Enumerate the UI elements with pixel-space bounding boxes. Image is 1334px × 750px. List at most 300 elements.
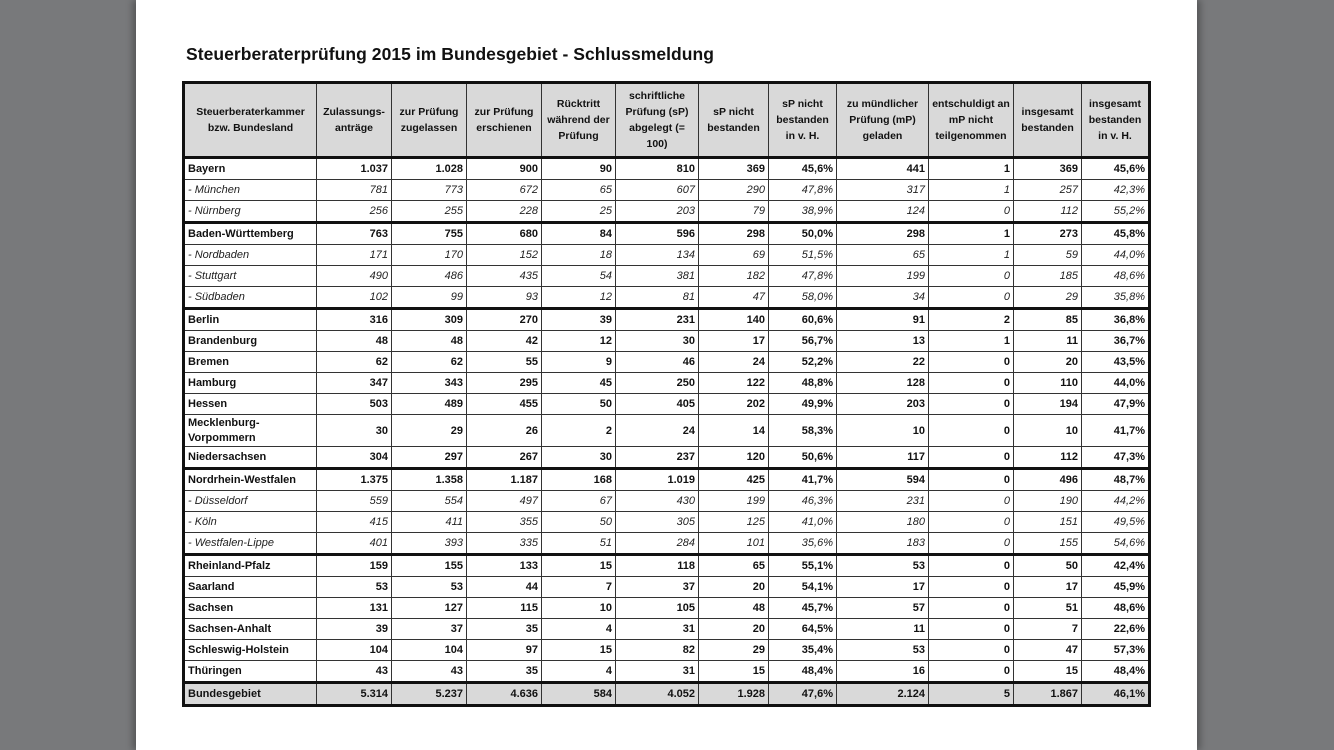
table-row — [184, 287, 1150, 309]
cell-value: 82 — [616, 640, 699, 661]
cell-value: 55,2% — [1082, 201, 1150, 223]
cell-value: 155 — [1014, 533, 1082, 555]
cell-value: 13 — [837, 331, 929, 352]
cell-value: 17 — [837, 577, 929, 598]
cell-value: 45 — [542, 373, 616, 394]
cell-value: 381 — [616, 266, 699, 287]
cell-value: 31 — [616, 661, 699, 683]
cell-value: 81 — [616, 287, 699, 309]
cell-value: 48,7% — [1082, 469, 1150, 491]
header-erschienen: zur Prüfung erschienen — [467, 83, 542, 158]
cell-value: 763 — [317, 223, 392, 245]
cell-value: 50,6% — [769, 447, 837, 469]
cell-value: 29 — [699, 640, 769, 661]
cell-value: 55 — [467, 352, 542, 373]
cell-value: 0 — [929, 469, 1014, 491]
cell-value: 22 — [837, 352, 929, 373]
cell-value: 596 — [616, 223, 699, 245]
cell-value: 152 — [467, 245, 542, 266]
cell-value: 151 — [1014, 512, 1082, 533]
cell-value: 65 — [542, 180, 616, 201]
cell-value: 755 — [392, 223, 467, 245]
cell-value: 43 — [392, 661, 467, 683]
cell-value: 35 — [467, 661, 542, 683]
cell-value: 489 — [392, 394, 467, 415]
cell-value: 35,6% — [769, 533, 837, 555]
cell-value: 5.314 — [317, 683, 392, 706]
cell-value: 0 — [929, 266, 1014, 287]
cell-value: 50 — [1014, 555, 1082, 577]
cell-value: 57 — [837, 598, 929, 619]
cell-value: 0 — [929, 287, 1014, 309]
table-row — [184, 512, 1150, 533]
cell-value: 12 — [542, 331, 616, 352]
cell-value: 607 — [616, 180, 699, 201]
cell-value: 1.375 — [317, 469, 392, 491]
row-label: - Düsseldorf — [184, 491, 317, 512]
cell-value: 297 — [392, 447, 467, 469]
cell-value: 39 — [317, 619, 392, 640]
cell-value: 42 — [467, 331, 542, 352]
cell-value: 105 — [616, 598, 699, 619]
cell-value: 343 — [392, 373, 467, 394]
cell-value: 298 — [837, 223, 929, 245]
cell-value: 53 — [837, 555, 929, 577]
cell-value: 48 — [392, 331, 467, 352]
cell-value: 34 — [837, 287, 929, 309]
cell-value: 0 — [929, 577, 1014, 598]
cell-value: 237 — [616, 447, 699, 469]
cell-value: 584 — [542, 683, 616, 706]
cell-value: 26 — [467, 415, 542, 447]
cell-value: 490 — [317, 266, 392, 287]
cell-value: 48,4% — [1082, 661, 1150, 683]
document-page — [136, 0, 1197, 750]
row-label: Schleswig-Holstein — [184, 640, 317, 661]
cell-value: 231 — [616, 309, 699, 331]
cell-value: 47,3% — [1082, 447, 1150, 469]
cell-value: 11 — [837, 619, 929, 640]
cell-value: 0 — [929, 619, 1014, 640]
cell-value: 47,6% — [769, 683, 837, 706]
cell-value: 50,0% — [769, 223, 837, 245]
cell-value: 7 — [1014, 619, 1082, 640]
row-label: Hamburg — [184, 373, 317, 394]
cell-value: 133 — [467, 555, 542, 577]
cell-value: 255 — [392, 201, 467, 223]
table-row — [184, 415, 1150, 447]
cell-value: 104 — [317, 640, 392, 661]
cell-value: 48,4% — [769, 661, 837, 683]
row-label: Hessen — [184, 394, 317, 415]
cell-value: 267 — [467, 447, 542, 469]
cell-value: 45,8% — [1082, 223, 1150, 245]
cell-value: 24 — [616, 415, 699, 447]
cell-value: 91 — [837, 309, 929, 331]
cell-value: 53 — [392, 577, 467, 598]
table-row — [184, 331, 1150, 352]
cell-value: 309 — [392, 309, 467, 331]
cell-value: 270 — [467, 309, 542, 331]
cell-value: 128 — [837, 373, 929, 394]
cell-value: 10 — [542, 598, 616, 619]
cell-value: 15 — [699, 661, 769, 683]
cell-value: 781 — [317, 180, 392, 201]
cell-value: 29 — [1014, 287, 1082, 309]
cell-value: 35,8% — [1082, 287, 1150, 309]
cell-value: 2 — [929, 309, 1014, 331]
cell-value: 46,3% — [769, 491, 837, 512]
cell-value: 1 — [929, 245, 1014, 266]
cell-value: 355 — [467, 512, 542, 533]
table-row — [184, 619, 1150, 640]
table-row — [184, 309, 1150, 331]
cell-value: 203 — [837, 394, 929, 415]
cell-value: 4 — [542, 619, 616, 640]
row-label: - Nordbaden — [184, 245, 317, 266]
cell-value: 316 — [317, 309, 392, 331]
cell-value: 41,7% — [1082, 415, 1150, 447]
table-row — [184, 598, 1150, 619]
header-sp-nicht-bestanden-pct: sP nicht bestanden in v. H. — [769, 83, 837, 158]
cell-value: 298 — [699, 223, 769, 245]
header-ruecktritt: Rücktritt während der Prüfung — [542, 83, 616, 158]
cell-value: 194 — [1014, 394, 1082, 415]
cell-value: 67 — [542, 491, 616, 512]
cell-value: 57,3% — [1082, 640, 1150, 661]
cell-value: 773 — [392, 180, 467, 201]
header-sp-abgelegt: schriftliche Prüfung (sP) abgelegt (= 100) — [616, 83, 699, 158]
cell-value: 58,3% — [769, 415, 837, 447]
cell-value: 1.019 — [616, 469, 699, 491]
cell-value: 0 — [929, 352, 1014, 373]
cell-value: 84 — [542, 223, 616, 245]
cell-value: 290 — [699, 180, 769, 201]
cell-value: 22,6% — [1082, 619, 1150, 640]
cell-value: 93 — [467, 287, 542, 309]
cell-value: 45,9% — [1082, 577, 1150, 598]
cell-value: 48,6% — [1082, 598, 1150, 619]
table-row — [184, 491, 1150, 512]
cell-value: 284 — [616, 533, 699, 555]
cell-value: 29 — [392, 415, 467, 447]
cell-value: 0 — [929, 640, 1014, 661]
cell-value: 441 — [837, 158, 929, 180]
page-title: Steuerberaterprüfung 2015 im Bundesgebiet - Schlussmeldung — [186, 44, 715, 64]
cell-value: 1.358 — [392, 469, 467, 491]
header-zulassungsantraege: Zulassungs-anträge — [317, 83, 392, 158]
cell-value: 1.187 — [467, 469, 542, 491]
total-row — [184, 683, 1150, 706]
table-row — [184, 555, 1150, 577]
cell-value: 122 — [699, 373, 769, 394]
cell-value: 41,7% — [769, 469, 837, 491]
header-insgesamt-bestanden: insgesamt bestanden — [1014, 83, 1082, 158]
header-insgesamt-bestanden-pct: insgesamt bestanden in v. H. — [1082, 83, 1150, 158]
cell-value: 46 — [616, 352, 699, 373]
row-label: Sachsen-Anhalt — [184, 619, 317, 640]
cell-value: 39 — [542, 309, 616, 331]
cell-value: 112 — [1014, 447, 1082, 469]
cell-value: 273 — [1014, 223, 1082, 245]
cell-value: 497 — [467, 491, 542, 512]
cell-value: 101 — [699, 533, 769, 555]
cell-value: 25 — [542, 201, 616, 223]
cell-value: 65 — [699, 555, 769, 577]
cell-value: 43,5% — [1082, 352, 1150, 373]
cell-value: 430 — [616, 491, 699, 512]
cell-value: 369 — [1014, 158, 1082, 180]
row-label: Thüringen — [184, 661, 317, 683]
cell-value: 35 — [467, 619, 542, 640]
header-kammer: Steuerberaterkammer bzw. Bundesland — [184, 83, 317, 158]
cell-value: 110 — [1014, 373, 1082, 394]
table-row — [184, 469, 1150, 491]
table-row — [184, 201, 1150, 223]
cell-value: 52,2% — [769, 352, 837, 373]
cell-value: 594 — [837, 469, 929, 491]
cell-value: 56,7% — [769, 331, 837, 352]
cell-value: 44,2% — [1082, 491, 1150, 512]
row-label: - Südbaden — [184, 287, 317, 309]
cell-value: 0 — [929, 447, 1014, 469]
cell-value: 9 — [542, 352, 616, 373]
table-row — [184, 158, 1150, 180]
cell-value: 49,9% — [769, 394, 837, 415]
cell-value: 10 — [1014, 415, 1082, 447]
header-mp-entschuldigt: entschuldigt an mP nicht teilgenommen — [929, 83, 1014, 158]
table-row — [184, 223, 1150, 245]
cell-value: 41,0% — [769, 512, 837, 533]
cell-value: 0 — [929, 555, 1014, 577]
cell-value: 50 — [542, 512, 616, 533]
cell-value: 31 — [616, 619, 699, 640]
cell-value: 415 — [317, 512, 392, 533]
cell-value: 102 — [317, 287, 392, 309]
row-label: Bundesgebiet — [184, 683, 317, 706]
cell-value: 45,6% — [769, 158, 837, 180]
table-row — [184, 266, 1150, 287]
cell-value: 64,5% — [769, 619, 837, 640]
row-label: Baden-Württemberg — [184, 223, 317, 245]
cell-value: 250 — [616, 373, 699, 394]
cell-value: 0 — [929, 491, 1014, 512]
cell-value: 36,7% — [1082, 331, 1150, 352]
row-label: - Köln — [184, 512, 317, 533]
cell-value: 11 — [1014, 331, 1082, 352]
cell-value: 14 — [699, 415, 769, 447]
cell-value: 900 — [467, 158, 542, 180]
cell-value: 30 — [616, 331, 699, 352]
cell-value: 97 — [467, 640, 542, 661]
cell-value: 425 — [699, 469, 769, 491]
row-label: Brandenburg — [184, 331, 317, 352]
cell-value: 44 — [467, 577, 542, 598]
cell-value: 18 — [542, 245, 616, 266]
cell-value: 1.028 — [392, 158, 467, 180]
cell-value: 17 — [699, 331, 769, 352]
cell-value: 5 — [929, 683, 1014, 706]
cell-value: 53 — [317, 577, 392, 598]
cell-value: 53 — [837, 640, 929, 661]
header-sp-nicht-bestanden: sP nicht bestanden — [699, 83, 769, 158]
cell-value: 2 — [542, 415, 616, 447]
table-row — [184, 661, 1150, 683]
table-row — [184, 533, 1150, 555]
cell-value: 335 — [467, 533, 542, 555]
row-label: - Stuttgart — [184, 266, 317, 287]
cell-value: 125 — [699, 512, 769, 533]
cell-value: 62 — [317, 352, 392, 373]
cell-value: 69 — [699, 245, 769, 266]
cell-value: 182 — [699, 266, 769, 287]
cell-value: 0 — [929, 533, 1014, 555]
header-zugelassen: zur Prüfung zugelassen — [392, 83, 467, 158]
cell-value: 45,7% — [769, 598, 837, 619]
cell-value: 16 — [837, 661, 929, 683]
cell-value: 20 — [699, 577, 769, 598]
cell-value: 4.052 — [616, 683, 699, 706]
cell-value: 59 — [1014, 245, 1082, 266]
cell-value: 54,1% — [769, 577, 837, 598]
cell-value: 185 — [1014, 266, 1082, 287]
row-label: Bremen — [184, 352, 317, 373]
cell-value: 48,6% — [1082, 266, 1150, 287]
cell-value: 48 — [699, 598, 769, 619]
cell-value: 503 — [317, 394, 392, 415]
cell-value: 17 — [1014, 577, 1082, 598]
row-label: Bayern — [184, 158, 317, 180]
cell-value: 159 — [317, 555, 392, 577]
cell-value: 51,5% — [769, 245, 837, 266]
cell-value: 202 — [699, 394, 769, 415]
cell-value: 47 — [699, 287, 769, 309]
cell-value: 369 — [699, 158, 769, 180]
table-row — [184, 640, 1150, 661]
cell-value: 20 — [1014, 352, 1082, 373]
cell-value: 99 — [392, 287, 467, 309]
row-label: Niedersachsen — [184, 447, 317, 469]
cell-value: 1 — [929, 331, 1014, 352]
cell-value: 49,5% — [1082, 512, 1150, 533]
cell-value: 50 — [542, 394, 616, 415]
row-label: - München — [184, 180, 317, 201]
cell-value: 134 — [616, 245, 699, 266]
cell-value: 112 — [1014, 201, 1082, 223]
cell-value: 228 — [467, 201, 542, 223]
cell-value: 680 — [467, 223, 542, 245]
cell-value: 35,4% — [769, 640, 837, 661]
cell-value: 127 — [392, 598, 467, 619]
cell-value: 203 — [616, 201, 699, 223]
cell-value: 295 — [467, 373, 542, 394]
cell-value: 496 — [1014, 469, 1082, 491]
cell-value: 51 — [1014, 598, 1082, 619]
cell-value: 7 — [542, 577, 616, 598]
row-label: - Nürnberg — [184, 201, 317, 223]
cell-value: 120 — [699, 447, 769, 469]
cell-value: 256 — [317, 201, 392, 223]
table-row — [184, 447, 1150, 469]
cell-value: 24 — [699, 352, 769, 373]
cell-value: 393 — [392, 533, 467, 555]
cell-value: 4.636 — [467, 683, 542, 706]
cell-value: 47,8% — [769, 180, 837, 201]
cell-value: 405 — [616, 394, 699, 415]
row-label: - Westfalen-Lippe — [184, 533, 317, 555]
cell-value: 15 — [1014, 661, 1082, 683]
cell-value: 42,3% — [1082, 180, 1150, 201]
cell-value: 42,4% — [1082, 555, 1150, 577]
cell-value: 304 — [317, 447, 392, 469]
cell-value: 347 — [317, 373, 392, 394]
table-row — [184, 394, 1150, 415]
cell-value: 51 — [542, 533, 616, 555]
table-row — [184, 180, 1150, 201]
cell-value: 305 — [616, 512, 699, 533]
cell-value: 0 — [929, 661, 1014, 683]
cell-value: 44,0% — [1082, 245, 1150, 266]
exam-results-table — [182, 81, 1151, 707]
row-label: Rheinland-Pfalz — [184, 555, 317, 577]
cell-value: 37 — [392, 619, 467, 640]
cell-value: 231 — [837, 491, 929, 512]
cell-value: 554 — [392, 491, 467, 512]
cell-value: 435 — [467, 266, 542, 287]
row-label: Nordrhein-Westfalen — [184, 469, 317, 491]
cell-value: 30 — [317, 415, 392, 447]
row-label: Sachsen — [184, 598, 317, 619]
cell-value: 48 — [317, 331, 392, 352]
cell-value: 1 — [929, 158, 1014, 180]
table-row — [184, 352, 1150, 373]
cell-value: 36,8% — [1082, 309, 1150, 331]
cell-value: 90 — [542, 158, 616, 180]
cell-value: 47 — [1014, 640, 1082, 661]
cell-value: 455 — [467, 394, 542, 415]
table-row — [184, 577, 1150, 598]
cell-value: 1.037 — [317, 158, 392, 180]
cell-value: 54,6% — [1082, 533, 1150, 555]
cell-value: 65 — [837, 245, 929, 266]
cell-value: 54 — [542, 266, 616, 287]
cell-value: 4 — [542, 661, 616, 683]
cell-value: 199 — [837, 266, 929, 287]
row-label: Mecklenburg-Vorpommern — [184, 415, 317, 447]
cell-value: 810 — [616, 158, 699, 180]
cell-value: 171 — [317, 245, 392, 266]
cell-value: 131 — [317, 598, 392, 619]
cell-value: 85 — [1014, 309, 1082, 331]
header-mp-geladen: zu mündlicher Prüfung (mP) geladen — [837, 83, 929, 158]
cell-value: 1 — [929, 223, 1014, 245]
cell-value: 0 — [929, 598, 1014, 619]
cell-value: 140 — [699, 309, 769, 331]
cell-value: 115 — [467, 598, 542, 619]
table-row — [184, 245, 1150, 266]
cell-value: 2.124 — [837, 683, 929, 706]
cell-value: 0 — [929, 373, 1014, 394]
cell-value: 47,9% — [1082, 394, 1150, 415]
cell-value: 0 — [929, 201, 1014, 223]
cell-value: 20 — [699, 619, 769, 640]
cell-value: 55,1% — [769, 555, 837, 577]
cell-value: 0 — [929, 512, 1014, 533]
cell-value: 43 — [317, 661, 392, 683]
cell-value: 38,9% — [769, 201, 837, 223]
cell-value: 672 — [467, 180, 542, 201]
cell-value: 190 — [1014, 491, 1082, 512]
